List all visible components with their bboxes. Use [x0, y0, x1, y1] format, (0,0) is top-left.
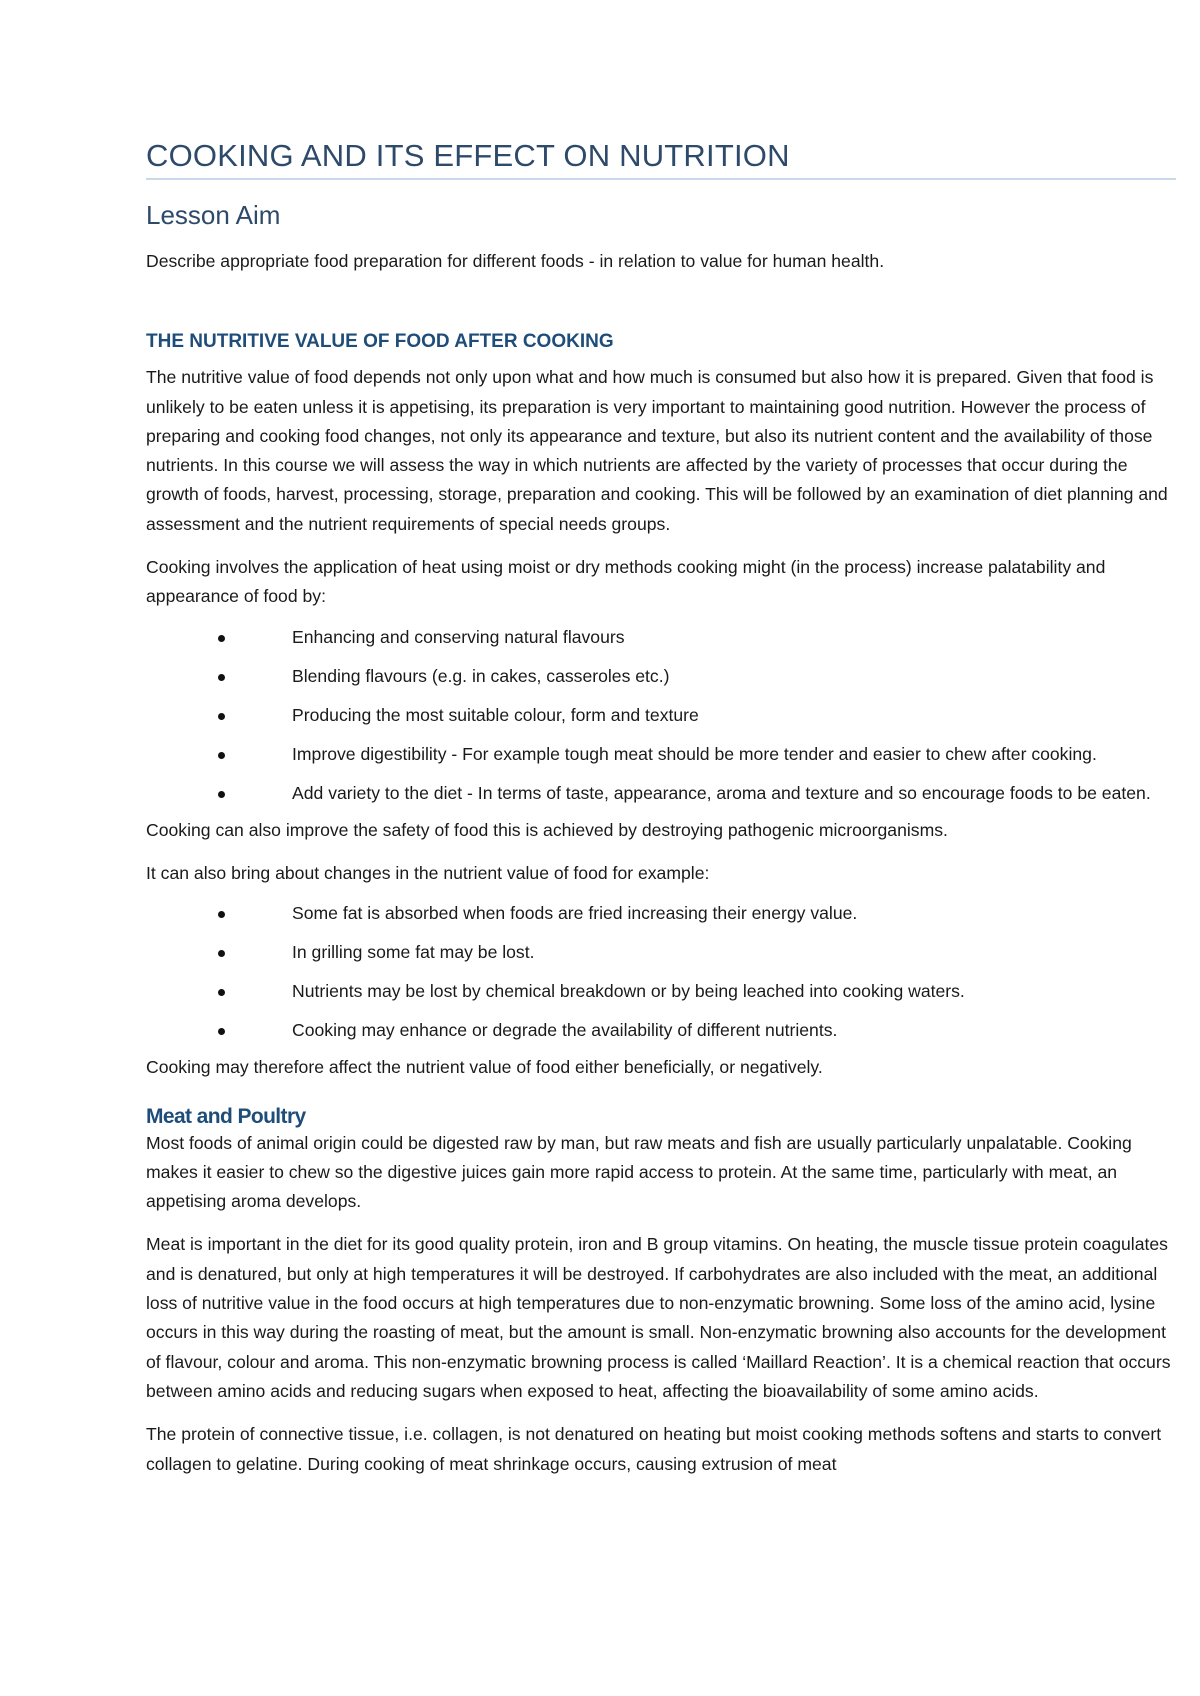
- section-heading: THE NUTRITIVE VALUE OF FOOD AFTER COOKING: [146, 331, 614, 353]
- paragraph: Cooking can also improve the safety of food this is achieved by destroying pathogenic microorganisms.: [146, 819, 948, 840]
- meat-poultry-heading: Meat and Poultry: [146, 1104, 306, 1128]
- document-title: COOKING AND ITS EFFECT ON NUTRITION: [146, 138, 1176, 180]
- bullet-icon: [218, 635, 225, 642]
- paragraph: Meat is important in the diet for its good quality protein, iron and B group vitamins. On heating, the muscle tissue protein coagulates and is denatured, but only at high temperatures it will be destroyed. If carbohydrates are also included with the meat, an additional loss of nutritive value in the food occurs at high temperatures due to non-enzymatic browning. Some loss of the amino acid, lysine occurs in this way during the roasting of meat, but the amount is small. Non-enzymatic browning also accounts for the development of flavour, colour and aroma. This non-enzymatic browning process is called ‘Maillard Reaction’. It is a chemical reaction that occurs between amino acids and reducing sugars when exposed to heat, affecting the bioavailability of some amino acids.: [146, 1234, 1171, 1401]
- list-item: [146, 741, 1171, 767]
- bullet-icon: [218, 791, 225, 798]
- bullet-icon: [218, 911, 225, 918]
- list-item: [146, 1017, 1171, 1043]
- bullet-icon: [218, 950, 225, 957]
- list-item-text: In grilling some fat may be lost.: [292, 942, 535, 963]
- document-content: [146, 138, 1171, 1479]
- paragraph: It can also bring about changes in the nutrient value of food for example:: [146, 862, 710, 883]
- bullet-icon: [218, 713, 225, 720]
- list-item-text: Nutrients may be lost by chemical breakdown or by being leached into cooking waters.: [292, 981, 965, 1002]
- list-item: [146, 978, 1171, 1004]
- lesson-aim-text: Describe appropriate food preparation for different foods - in relation to value for human health.: [146, 251, 885, 271]
- list-item: [146, 939, 1171, 965]
- list-item: [146, 663, 1171, 689]
- bullet-icon: [218, 1028, 225, 1035]
- list-item-text: Blending flavours (e.g. in cakes, casseroles etc.): [292, 665, 670, 686]
- list-item-text: Cooking may enhance or degrade the availability of different nutrients.: [292, 1020, 838, 1041]
- list-item-text: Some fat is absorbed when foods are fried increasing their energy value.: [292, 903, 858, 924]
- paragraph: The protein of connective tissue, i.e. collagen, is not denatured on heating but moist cooking methods softens and starts to convert collagen to gelatine. During cooking of meat shrinkage occurs, causing extrusion of meat: [146, 1424, 1162, 1474]
- list-item-text: Enhancing and conserving natural flavours: [292, 626, 625, 647]
- bullet-icon: [218, 989, 225, 996]
- list-item: [146, 900, 1171, 926]
- list-item-text: Producing the most suitable colour, form and texture: [292, 704, 699, 725]
- paragraph: Cooking may therefore affect the nutrient value of food either beneficially, or negatively.: [146, 1057, 823, 1078]
- paragraph: Most foods of animal origin could be digested raw by man, but raw meats and fish are usually particularly unpalatable. Cooking makes it easier to chew so the digestive juices gain more rapid access to protein. At the same time, particularly with meat, an appetising aroma develops.: [146, 1132, 1132, 1212]
- paragraph: The nutritive value of food depends not only upon what and how much is consumed but also how it is prepared. Given that food is unlikely to be eaten unless it is appetising, its preparation is very important to maintaining good nutrition. However the process of preparing and cooking food changes, not only its appearance and texture, but also its nutrient content and the availability of those nutrients. In this course we will assess the way in which nutrients are affected by the variety of processes that occur during the growth of foods, harvest, processing, storage, preparation and cooking. This will be followed by an examination of diet planning and assessment and the nutrient requirements of special needs groups.: [146, 367, 1168, 534]
- list-item: [146, 624, 1171, 650]
- bullet-icon: [218, 674, 225, 681]
- list-item: [146, 702, 1171, 728]
- list-item: [146, 780, 1171, 806]
- bullet-list-cooking-benefits: [146, 624, 1171, 806]
- list-item-text: Add variety to the diet - In terms of taste, appearance, aroma and texture and so encourage foods to be eaten.: [292, 782, 1151, 803]
- paragraph: Cooking involves the application of heat using moist or dry methods cooking might (in the process) increase palatability and appearance of food by:: [146, 557, 1106, 607]
- lesson-aim-heading: Lesson Aim: [146, 200, 281, 230]
- bullet-icon: [218, 752, 225, 759]
- bullet-list-nutrient-changes: [146, 900, 1171, 1043]
- list-item-text: Improve digestibility - For example tough meat should be more tender and easier to chew after cooking.: [292, 743, 1097, 764]
